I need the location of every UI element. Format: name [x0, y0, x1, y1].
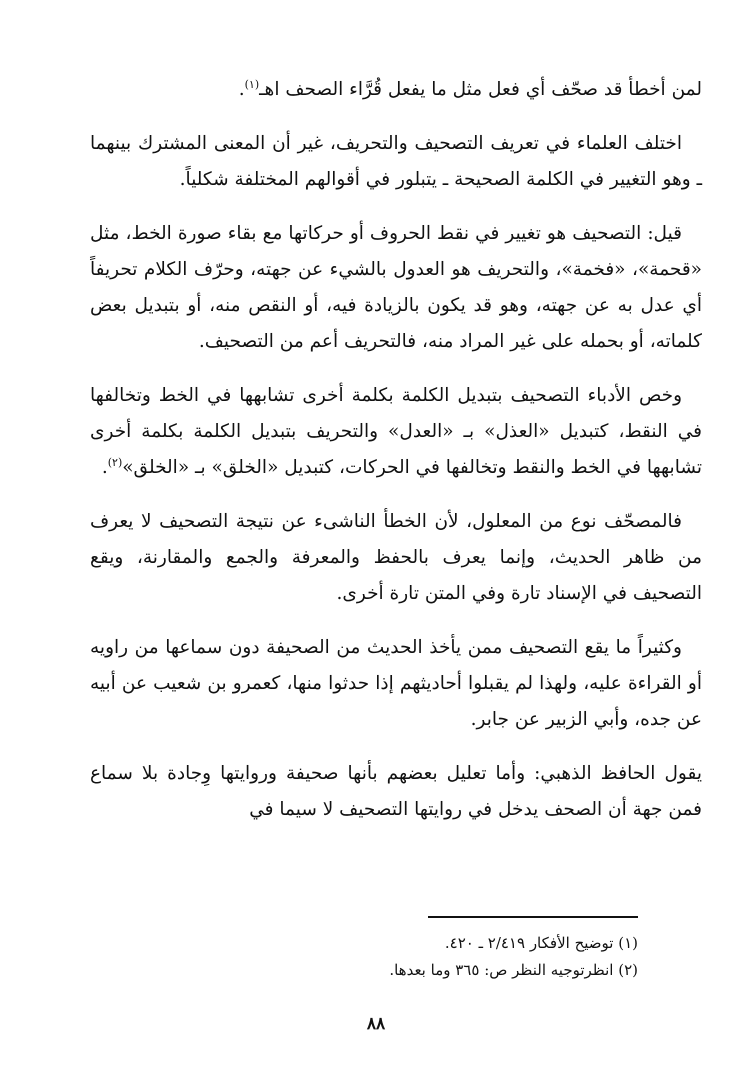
- main-text: [90, 72, 702, 828]
- footnote-1: (١) توضيح الأفكار ٢/٤١٩ ـ ٤٢٠.: [444, 934, 638, 952]
- paragraph-4: [90, 378, 702, 486]
- paragraph-2: اختلف العلماء في تعريف التصحيف والتحريف، غير أن المعنى المشترك بينهما ـ وهو التغيير في الكلمة الصحيحة ـ يتبلور في أقوالهم المختلفة شكلياً.: [90, 133, 702, 190]
- footnotes: [200, 930, 638, 984]
- paragraph-1: [90, 72, 702, 108]
- paragraph-7: يقول الحافظ الذهبي: وأما تعليل بعضهم بأنها صحيفة وروايتها وِجادة بلا سماع فمن جهة أن الصحف يدخل في روايتها التصحيف لا سيما في: [90, 763, 702, 820]
- paragraph-4-text: وخص الأدباء التصحيف بتبديل الكلمة بكلمة أخرى تشابهها في الخط وتخالفها في النقط، كتبديل «العذل» بـ «العدل» والتحريف بتبديل الكلمة بكلمة أخرى تشابهها في الخط والنقط وتخالفها في الحركات، كتبديل «الخلق» بـ «الخلق»: [90, 385, 702, 478]
- footnote-ref-1: (١): [244, 77, 260, 91]
- paragraph-5: فالمصحّف نوع من المعلول، لأن الخطأ الناشىء عن نتيجة التصحيف لا يعرف من ظاهر الحديث، وإنما يعرف بالحفظ والمعرفة والجمع والمقارنة، ويقع التصحيف في الإسناد تارة وفي المتن تارة أخرى.: [90, 511, 702, 604]
- paragraph-1-end: .: [238, 79, 245, 100]
- paragraph-4-end: .: [101, 457, 108, 478]
- footnote-divider: [428, 916, 638, 918]
- footnote-2: (٢) انظرتوجيه النظر ص: ٣٦٥ وما بعدها.: [389, 961, 638, 979]
- footnote-ref-2: (٢): [107, 455, 123, 469]
- paragraph-1-text: لمن أخطأ قد صحّف أي فعل مثل ما يفعل قُرَّاء الصحف اهـ: [259, 79, 702, 100]
- page-number: ٨٨: [366, 1014, 386, 1034]
- paragraph-3: قيل: التصحيف هو تغيير في نقط الحروف أو حركاتها مع بقاء صورة الخط، مثل «قحمة»، «فخمة»، والتحريف هو العدول بالشيء عن جهته، وحرّف الكلام تحريفاً أي عدل به عن جهته، وهو قد يكون بالزيادة فيه، أو النقص منه، أو بتبديل بعض كلماته، أو بحمله على غير المراد منه، فالتحريف أعم من التصحيف.: [90, 223, 702, 352]
- paragraph-6: وكثيراً ما يقع التصحيف ممن يأخذ الحديث من الصحيفة دون سماعها من راويه أو القراءة عليه، ولهذا لم يقبلوا أحاديثهم إذا حدثوا منها، كعمرو بن شعيب عن أبيه عن جده، وأبي الزبير عن جابر.: [90, 637, 702, 730]
